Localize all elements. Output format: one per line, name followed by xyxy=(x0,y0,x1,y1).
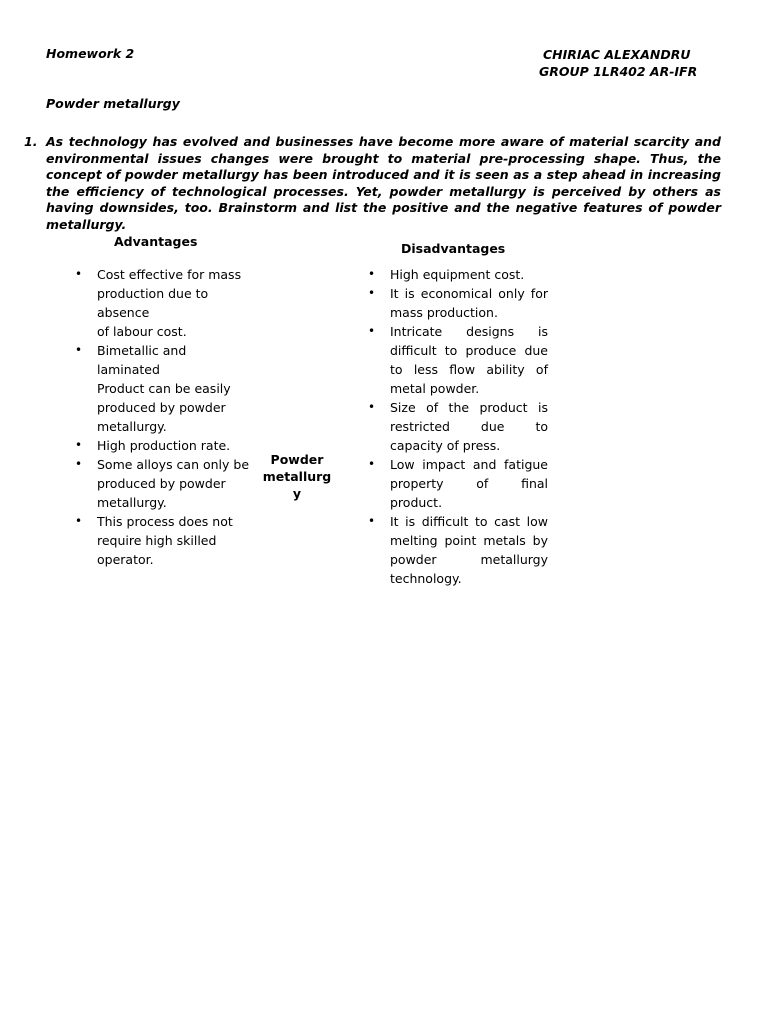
item-line: High production rate. xyxy=(97,438,231,453)
bullet-icon: • xyxy=(368,267,376,281)
advantages-item xyxy=(75,341,255,436)
item-line: absence xyxy=(97,305,150,320)
bullet-icon: • xyxy=(75,343,83,357)
bullet-icon: • xyxy=(368,400,376,414)
disadvantages-list xyxy=(368,265,548,588)
disadvantages-item-text xyxy=(390,284,548,322)
item-line: product. xyxy=(390,495,443,510)
homework-label: Homework 2 xyxy=(46,46,135,61)
item-line: Bimetallic and xyxy=(97,343,187,358)
question-text: As technology has evolved and businesses have become more aware of material scarcity and environmental issues changes were brought to material pre-processing shape. Thus, the concept of powder metallurgy has been introduced and it is seen as a step ahead in increasing the efficiency of technological processes. Yet, powder metallurgy is perceived by others as having downsides, too. Brainstorm and list the positive and the negative features of powder metallurgy. xyxy=(46,134,721,232)
item-line: technology. xyxy=(390,571,462,586)
center-label-line: y xyxy=(292,486,302,501)
advantages-item-text xyxy=(97,455,255,512)
item-line: produced by powder xyxy=(97,476,226,491)
advantages-item xyxy=(75,436,255,455)
item-line: produced by powder xyxy=(97,400,226,415)
item-line: Cost effective for mass xyxy=(97,267,242,282)
disadvantages-item xyxy=(368,455,548,512)
item-line: operator. xyxy=(97,552,154,567)
advantages-item-text xyxy=(97,512,255,569)
question-number: 1. xyxy=(24,134,38,149)
bullet-icon: • xyxy=(368,457,376,471)
item-line: of labour cost. xyxy=(97,324,187,339)
disadvantages-heading: Disadvantages xyxy=(401,241,506,256)
author-name: CHIRIAC ALEXANDRU xyxy=(543,47,691,62)
item-line: metallurgy. xyxy=(97,419,167,434)
advantages-item xyxy=(75,512,255,569)
advantages-item-text xyxy=(97,436,255,455)
disadvantages-item-text xyxy=(390,322,548,398)
bullet-icon: • xyxy=(75,514,83,528)
center-label-line: Powder xyxy=(270,452,324,467)
disadvantages-item xyxy=(368,284,548,322)
item-line: Product can be easily xyxy=(97,381,231,396)
document-title: Powder metallurgy xyxy=(46,96,180,111)
bullet-icon: • xyxy=(368,324,376,338)
disadvantages-item xyxy=(368,512,548,588)
item-line: require high skilled xyxy=(97,533,217,548)
center-label xyxy=(262,451,332,502)
item-line: property of final xyxy=(390,476,548,491)
disadvantages-item-text xyxy=(390,265,548,284)
disadvantages-item-text xyxy=(390,398,548,455)
item-line: powder metallurgy xyxy=(390,552,548,567)
disadvantages-item xyxy=(368,265,548,284)
disadvantages-item xyxy=(368,398,548,455)
bullet-icon: • xyxy=(75,457,83,471)
item-line: Some alloys can only be xyxy=(97,457,250,472)
item-line: capacity of press. xyxy=(390,438,501,453)
advantages-item-text xyxy=(97,265,255,341)
advantages-item xyxy=(75,265,255,341)
bullet-icon: • xyxy=(368,514,376,528)
item-line: High equipment cost. xyxy=(390,267,525,282)
item-line: This process does not xyxy=(97,514,233,529)
disadvantages-item xyxy=(368,322,548,398)
item-line: Size of the product is xyxy=(390,400,548,415)
item-line: laminated xyxy=(97,362,160,377)
bullet-icon: • xyxy=(75,438,83,452)
item-line: mass production. xyxy=(390,305,498,320)
item-line: to less flow ability of xyxy=(390,362,548,377)
disadvantages-item-text xyxy=(390,455,548,512)
item-line: Intricate designs is xyxy=(390,324,548,339)
disadvantages-item-text xyxy=(390,512,548,588)
question-block xyxy=(24,134,721,233)
advantages-item-text xyxy=(97,341,255,436)
center-label-line: metallurg xyxy=(262,469,332,484)
item-line: melting point metals by xyxy=(390,533,548,548)
item-line: metal powder. xyxy=(390,381,480,396)
author-block xyxy=(539,46,697,80)
item-line: Low impact and fatigue xyxy=(390,457,548,472)
advantages-heading: Advantages xyxy=(114,234,198,249)
item-line: restricted due to xyxy=(390,419,548,434)
author-group: GROUP 1LR402 AR-IFR xyxy=(539,64,698,79)
advantages-list xyxy=(75,265,255,569)
advantages-item xyxy=(75,455,255,512)
item-line: It is economical only for xyxy=(390,286,548,301)
bullet-icon: • xyxy=(75,267,83,281)
bullet-icon: • xyxy=(368,286,376,300)
item-line: difficult to produce due xyxy=(390,343,548,358)
item-line: metallurgy. xyxy=(97,495,167,510)
item-line: It is difficult to cast low xyxy=(390,514,548,529)
item-line: production due to xyxy=(97,286,209,301)
